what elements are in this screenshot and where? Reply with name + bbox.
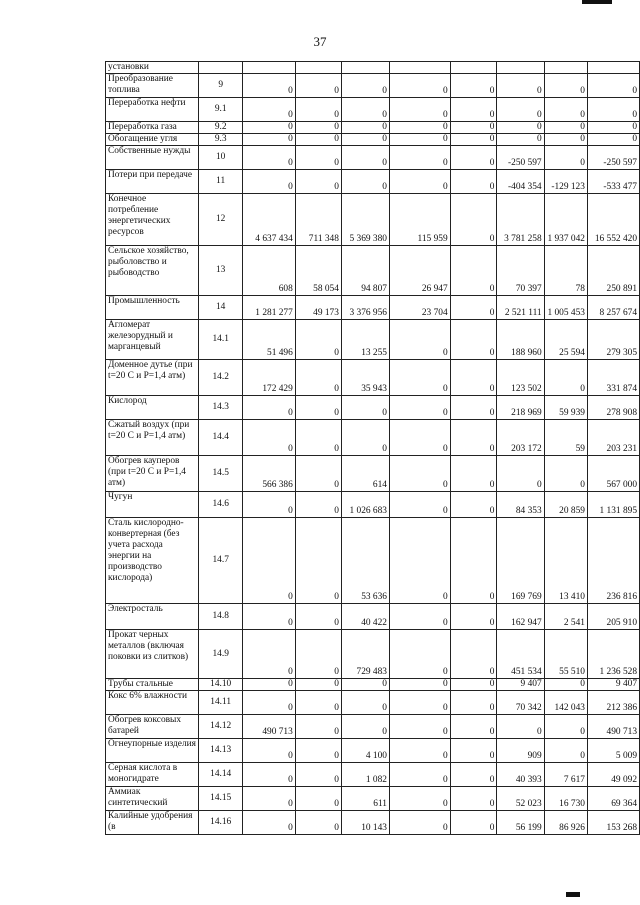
value-cell: 711 348	[295, 194, 341, 246]
table-row	[106, 134, 640, 146]
value-cell: 0	[544, 122, 587, 134]
table-row	[106, 604, 640, 630]
value-cell: 169 769	[497, 518, 544, 604]
row-code: 14.10	[199, 679, 242, 691]
value-cell: 0	[242, 74, 295, 98]
value-cell: 0	[341, 146, 389, 170]
value-cell: 0	[389, 739, 450, 763]
value-cell: 0	[295, 604, 341, 630]
value-cell: 5 009	[587, 739, 639, 763]
value-cell: 172 429	[242, 360, 295, 396]
value-cell: 153 268	[587, 811, 639, 835]
value-cell: 0	[450, 763, 497, 787]
value-cell: 0	[389, 320, 450, 360]
value-cell: 0	[450, 811, 497, 835]
value-cell: 0	[242, 420, 295, 456]
value-cell: 78	[544, 246, 587, 296]
value-cell: 142 043	[544, 691, 587, 715]
value-cell: 0	[295, 679, 341, 691]
table-row	[106, 170, 640, 194]
value-cell: 0	[389, 604, 450, 630]
value-cell: 16 730	[544, 787, 587, 811]
value-cell: 4 637 434	[242, 194, 295, 246]
row-code: 14.2	[199, 360, 242, 396]
value-cell: 40 422	[341, 604, 389, 630]
row-name: Прокат черных металлов (включая поковки из слитков)	[106, 630, 199, 679]
value-cell: 0	[450, 787, 497, 811]
row-name: Сельское хозяйство, рыболовство и рыбоводство	[106, 246, 199, 296]
value-cell: 0	[450, 420, 497, 456]
value-cell: 0	[295, 146, 341, 170]
table-row	[106, 715, 640, 739]
value-cell: 0	[389, 715, 450, 739]
value-cell: 0	[497, 134, 544, 146]
value-cell: 55 510	[544, 630, 587, 679]
value-cell: 729 483	[341, 630, 389, 679]
value-cell: 115 959	[389, 194, 450, 246]
row-code: 9.1	[199, 98, 242, 122]
value-cell: 0	[389, 360, 450, 396]
value-cell: 162 947	[497, 604, 544, 630]
value-cell: 0	[450, 715, 497, 739]
value-cell: 614	[341, 456, 389, 492]
value-cell: 35 943	[341, 360, 389, 396]
value-cell: 0	[341, 122, 389, 134]
value-cell: 0	[295, 763, 341, 787]
value-cell: 0	[242, 787, 295, 811]
table-row	[106, 360, 640, 396]
value-cell: 0	[450, 604, 497, 630]
row-code: 14.16	[199, 811, 242, 835]
value-cell: 1 281 277	[242, 296, 295, 320]
value-cell: 0	[242, 98, 295, 122]
value-cell: 13 410	[544, 518, 587, 604]
row-name: Чугун	[106, 492, 199, 518]
row-name: Калийные удобрения (в	[106, 811, 199, 835]
value-cell: 0	[587, 134, 639, 146]
row-name: Агломерат железорудный и марганцевый	[106, 320, 199, 360]
value-cell: 0	[295, 420, 341, 456]
table-row	[106, 456, 640, 492]
value-cell: 566 386	[242, 456, 295, 492]
value-cell: 23 704	[389, 296, 450, 320]
value-cell: 0	[341, 98, 389, 122]
value-cell: 0	[544, 360, 587, 396]
table-row	[106, 492, 640, 518]
value-cell: 0	[450, 194, 497, 246]
value-cell: 0	[341, 420, 389, 456]
row-name: Огнеупорные изделия	[106, 739, 199, 763]
value-cell: 0	[295, 456, 341, 492]
value-cell: 278 908	[587, 396, 639, 420]
row-code: 14	[199, 296, 242, 320]
row-name: установки	[106, 62, 199, 74]
value-cell: 0	[389, 787, 450, 811]
table-row	[106, 296, 640, 320]
scan-mark-top	[582, 0, 612, 4]
value-cell: 1 131 895	[587, 492, 639, 518]
row-name: Трубы стальные	[106, 679, 199, 691]
value-cell: 3 781 258	[497, 194, 544, 246]
value-cell: 0	[450, 296, 497, 320]
row-name: Доменное дутье (при t=20 С и Р=1,4 атм)	[106, 360, 199, 396]
row-code: 14.8	[199, 604, 242, 630]
value-cell: 250 891	[587, 246, 639, 296]
value-cell: 0	[341, 691, 389, 715]
value-cell	[587, 62, 639, 74]
row-name: Переработка газа	[106, 122, 199, 134]
row-code: 14.7	[199, 518, 242, 604]
value-cell: 0	[450, 170, 497, 194]
value-cell: 0	[450, 739, 497, 763]
value-cell: 53 636	[341, 518, 389, 604]
value-cell: 40 393	[497, 763, 544, 787]
value-cell: 451 534	[497, 630, 544, 679]
row-name: Промышленность	[106, 296, 199, 320]
table-row	[106, 396, 640, 420]
value-cell: 10 143	[341, 811, 389, 835]
row-name: Кокс 6% влажности	[106, 691, 199, 715]
row-code: 14.9	[199, 630, 242, 679]
value-cell: 0	[389, 518, 450, 604]
value-cell: 0	[242, 604, 295, 630]
row-name: Аммиак синтетический	[106, 787, 199, 811]
value-cell: 0	[544, 74, 587, 98]
value-cell: 9 407	[497, 679, 544, 691]
value-cell: 0	[450, 679, 497, 691]
value-cell: 0	[450, 246, 497, 296]
value-cell: 1 005 453	[544, 296, 587, 320]
value-cell: 94 807	[341, 246, 389, 296]
value-cell: 0	[389, 146, 450, 170]
value-cell: 0	[450, 122, 497, 134]
row-code: 14.5	[199, 456, 242, 492]
value-cell: 4 100	[341, 739, 389, 763]
value-cell: 20 859	[544, 492, 587, 518]
scan-mark-bottom	[566, 892, 580, 897]
table-row	[106, 98, 640, 122]
row-code: 14.1	[199, 320, 242, 360]
value-cell: 2 521 111	[497, 296, 544, 320]
table-row	[106, 62, 640, 74]
value-cell: 123 502	[497, 360, 544, 396]
value-cell: 0	[450, 320, 497, 360]
value-cell: 56 199	[497, 811, 544, 835]
value-cell: 0	[341, 170, 389, 194]
row-name: Обогащение угля	[106, 134, 199, 146]
row-name: Сталь кислородно-конвертерная (без учета расхода энергии на производство кислорода)	[106, 518, 199, 604]
row-code: 14.13	[199, 739, 242, 763]
row-name: Электросталь	[106, 604, 199, 630]
value-cell: 0	[341, 74, 389, 98]
value-cell: 0	[544, 134, 587, 146]
value-cell: 0	[450, 691, 497, 715]
value-cell: 567 000	[587, 456, 639, 492]
value-cell: 5 369 380	[341, 194, 389, 246]
value-cell: 0	[450, 492, 497, 518]
value-cell: 9 407	[587, 679, 639, 691]
value-cell: 0	[544, 679, 587, 691]
value-cell: 0	[389, 420, 450, 456]
value-cell: 0	[242, 122, 295, 134]
value-cell: 0	[295, 630, 341, 679]
value-cell: 0	[242, 763, 295, 787]
value-cell: 236 816	[587, 518, 639, 604]
value-cell: 0	[341, 715, 389, 739]
value-cell: 0	[295, 739, 341, 763]
value-cell: 212 386	[587, 691, 639, 715]
value-cell: 0	[242, 492, 295, 518]
row-name: Конечное потребление энергетических ресурсов	[106, 194, 199, 246]
value-cell: 608	[242, 246, 295, 296]
value-cell: 0	[295, 98, 341, 122]
value-cell: 1 026 683	[341, 492, 389, 518]
value-cell: -533 477	[587, 170, 639, 194]
value-cell: 3 376 956	[341, 296, 389, 320]
value-cell: 0	[450, 456, 497, 492]
value-cell: 51 496	[242, 320, 295, 360]
value-cell: 0	[341, 134, 389, 146]
value-cell: 0	[389, 98, 450, 122]
value-cell: 25 594	[544, 320, 587, 360]
value-cell: 0	[450, 146, 497, 170]
row-code: 14.3	[199, 396, 242, 420]
value-cell: -404 354	[497, 170, 544, 194]
value-cell: -129 123	[544, 170, 587, 194]
row-name: Сжатый воздух (при t=20 С и Р=1,4 атм)	[106, 420, 199, 456]
value-cell: 13 255	[341, 320, 389, 360]
value-cell: 909	[497, 739, 544, 763]
value-cell: 0	[242, 679, 295, 691]
value-cell: 0	[389, 763, 450, 787]
value-cell: -250 597	[587, 146, 639, 170]
row-code: 14.12	[199, 715, 242, 739]
value-cell: 0	[497, 715, 544, 739]
value-cell: 0	[587, 122, 639, 134]
value-cell: 0	[389, 456, 450, 492]
table-row	[106, 763, 640, 787]
value-cell: 0	[497, 122, 544, 134]
table-row	[106, 679, 640, 691]
value-cell: 0	[544, 456, 587, 492]
value-cell: 0	[544, 146, 587, 170]
value-cell	[544, 62, 587, 74]
value-cell: 331 874	[587, 360, 639, 396]
value-cell: 58 054	[295, 246, 341, 296]
value-cell: 0	[450, 360, 497, 396]
table-row	[106, 739, 640, 763]
table-row	[106, 630, 640, 679]
value-cell: 279 305	[587, 320, 639, 360]
value-cell: 84 353	[497, 492, 544, 518]
table-row	[106, 691, 640, 715]
value-cell: 52 023	[497, 787, 544, 811]
row-name: Потери при передаче	[106, 170, 199, 194]
value-cell	[341, 62, 389, 74]
table-row	[106, 320, 640, 360]
value-cell	[497, 62, 544, 74]
row-code: 13	[199, 246, 242, 296]
value-cell: 0	[389, 122, 450, 134]
value-cell: 0	[295, 811, 341, 835]
value-cell: 0	[389, 492, 450, 518]
value-cell: -250 597	[497, 146, 544, 170]
value-cell	[389, 62, 450, 74]
row-name: Серная кислота в моногидрате	[106, 763, 199, 787]
row-name: Преобразование топлива	[106, 74, 199, 98]
table-row	[106, 146, 640, 170]
value-cell: 0	[587, 74, 639, 98]
value-cell: 490 713	[587, 715, 639, 739]
value-cell: 0	[295, 320, 341, 360]
value-cell: 0	[242, 396, 295, 420]
value-cell: 0	[389, 630, 450, 679]
table-row	[106, 811, 640, 835]
value-cell: 0	[389, 679, 450, 691]
value-cell: 0	[242, 170, 295, 194]
value-cell: 16 552 420	[587, 194, 639, 246]
value-cell: 0	[389, 134, 450, 146]
value-cell: 0	[389, 170, 450, 194]
table-row	[106, 246, 640, 296]
value-cell: 0	[544, 739, 587, 763]
value-cell: 0	[389, 396, 450, 420]
row-name: Обогрев коксовых батарей	[106, 715, 199, 739]
row-code: 9.3	[199, 134, 242, 146]
value-cell	[242, 62, 295, 74]
value-cell: 26 947	[389, 246, 450, 296]
value-cell: 0	[341, 679, 389, 691]
page-number: 37	[313, 34, 327, 49]
row-code: 12	[199, 194, 242, 246]
value-cell: 0	[587, 98, 639, 122]
value-cell: 0	[295, 492, 341, 518]
value-cell: 0	[389, 691, 450, 715]
table-row	[106, 74, 640, 98]
row-code: 14.11	[199, 691, 242, 715]
row-name: Кислород	[106, 396, 199, 420]
value-cell: 0	[544, 98, 587, 122]
value-cell: 1 082	[341, 763, 389, 787]
value-cell: 0	[450, 630, 497, 679]
row-code	[199, 62, 242, 74]
row-code: 9.2	[199, 122, 242, 134]
row-name: Переработка нефти	[106, 98, 199, 122]
table-row	[106, 518, 640, 604]
value-cell: 0	[295, 360, 341, 396]
value-cell	[450, 62, 497, 74]
value-cell: 0	[295, 170, 341, 194]
value-cell: 49 173	[295, 296, 341, 320]
table-row	[106, 194, 640, 246]
value-cell: 0	[242, 739, 295, 763]
value-cell: 0	[242, 811, 295, 835]
value-cell: 0	[242, 630, 295, 679]
value-cell: 203 231	[587, 420, 639, 456]
value-cell: 203 172	[497, 420, 544, 456]
value-cell: 86 926	[544, 811, 587, 835]
table-row	[106, 122, 640, 134]
value-cell: 70 397	[497, 246, 544, 296]
row-code: 14.15	[199, 787, 242, 811]
value-cell: 0	[295, 691, 341, 715]
value-cell: 0	[389, 811, 450, 835]
row-code: 11	[199, 170, 242, 194]
value-cell: 0	[295, 396, 341, 420]
row-name: Обогрев кауперов (при t=20 С и Р=1,4 атм)	[106, 456, 199, 492]
value-cell: 1 937 042	[544, 194, 587, 246]
row-code: 10	[199, 146, 242, 170]
value-cell: 70 342	[497, 691, 544, 715]
value-cell: 0	[242, 146, 295, 170]
value-cell: 7 617	[544, 763, 587, 787]
value-cell: 0	[295, 134, 341, 146]
energy-balance-table	[105, 61, 640, 835]
value-cell: 0	[544, 715, 587, 739]
value-cell: 0	[450, 134, 497, 146]
value-cell: 0	[341, 396, 389, 420]
value-cell: 0	[295, 74, 341, 98]
value-cell: 49 092	[587, 763, 639, 787]
value-cell: 611	[341, 787, 389, 811]
value-cell: 59	[544, 420, 587, 456]
value-cell: 69 364	[587, 787, 639, 811]
value-cell	[295, 62, 341, 74]
value-cell: 0	[450, 98, 497, 122]
row-code: 9	[199, 74, 242, 98]
row-code: 14.4	[199, 420, 242, 456]
value-cell: 0	[389, 74, 450, 98]
value-cell: 2 541	[544, 604, 587, 630]
value-cell: 0	[242, 691, 295, 715]
value-cell: 0	[295, 122, 341, 134]
row-code: 14.14	[199, 763, 242, 787]
row-code: 14.6	[199, 492, 242, 518]
value-cell: 0	[295, 518, 341, 604]
value-cell: 0	[497, 456, 544, 492]
value-cell: 205 910	[587, 604, 639, 630]
value-cell: 218 969	[497, 396, 544, 420]
value-cell: 490 713	[242, 715, 295, 739]
value-cell: 0	[242, 134, 295, 146]
value-cell: 0	[450, 396, 497, 420]
value-cell: 59 939	[544, 396, 587, 420]
value-cell: 0	[497, 74, 544, 98]
table-row	[106, 787, 640, 811]
value-cell: 0	[242, 518, 295, 604]
value-cell: 0	[497, 98, 544, 122]
table-row	[106, 420, 640, 456]
value-cell: 1 236 528	[587, 630, 639, 679]
value-cell: 188 960	[497, 320, 544, 360]
value-cell: 0	[450, 74, 497, 98]
value-cell: 0	[450, 518, 497, 604]
value-cell: 0	[295, 787, 341, 811]
value-cell: 0	[295, 715, 341, 739]
row-name: Собственные нужды	[106, 146, 199, 170]
value-cell: 8 257 674	[587, 296, 639, 320]
